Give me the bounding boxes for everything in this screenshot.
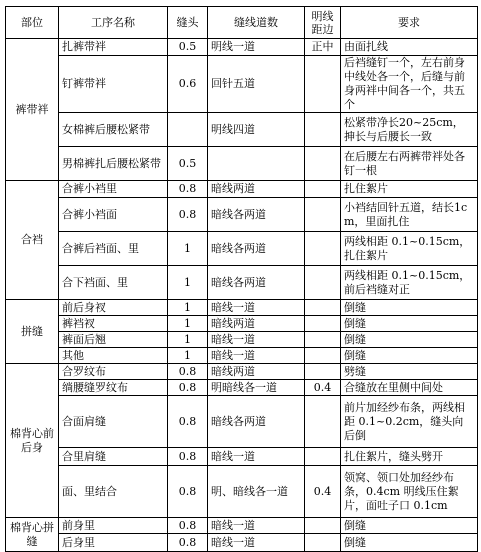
seam-allowance-cell: 1 — [168, 232, 208, 266]
edge-distance-cell — [305, 316, 341, 332]
table-row — [6, 147, 478, 181]
stitch-lines-cell: 暗线各两道 — [208, 232, 305, 266]
stitch-lines-cell: 暗线一道 — [208, 518, 305, 534]
requirement-cell: 倒缝 — [341, 332, 478, 348]
seam-allowance-cell: 0.6 — [168, 56, 208, 113]
seam-allowance-cell — [168, 113, 208, 147]
table-row — [6, 181, 478, 198]
seam-allowance-cell: 0.8 — [168, 364, 208, 380]
stitch-lines-cell: 明、暗线各一道 — [208, 466, 305, 518]
table-row — [6, 56, 478, 113]
stitch-lines-cell: 暗线两道 — [208, 181, 305, 198]
stitch-lines-cell: 回针五道 — [208, 56, 305, 113]
table-row — [6, 534, 478, 552]
requirement-cell: 由面扎线 — [341, 39, 478, 56]
stitch-lines-cell: 明线四道 — [208, 113, 305, 147]
process-cell: 合裤小裆里 — [59, 181, 168, 198]
header-edge-line2: 距边 — [311, 22, 334, 36]
requirement-cell: 前片加经纱布条，两线相距 0.1~0.2cm，缝头向后倒 — [341, 396, 478, 448]
process-cell: 合裤后裆面、里 — [59, 232, 168, 266]
edge-distance-cell — [305, 534, 341, 552]
seam-allowance-cell: 0.5 — [168, 147, 208, 181]
process-cell: 裤裆衩 — [59, 316, 168, 332]
header-stitch: 缝线道数 — [208, 7, 305, 39]
header-process: 工序名称 — [59, 7, 168, 39]
stitch-lines-cell — [208, 147, 305, 181]
edge-distance-cell — [305, 181, 341, 198]
table-row — [6, 518, 478, 534]
seam-allowance-cell: 0.8 — [168, 534, 208, 552]
edge-distance-cell: 0.4 — [305, 466, 341, 518]
part-cell: 裤带袢 — [6, 39, 59, 181]
process-cell: 绱腰缝罗纹布 — [59, 380, 168, 396]
seam-allowance-cell: 1 — [168, 316, 208, 332]
edge-distance-cell — [305, 232, 341, 266]
sewing-spec-table — [5, 6, 478, 552]
requirement-cell: 倒缝 — [341, 348, 478, 364]
stitch-lines-cell: 明线一道 — [208, 39, 305, 56]
table-row — [6, 232, 478, 266]
header-part: 部位 — [6, 7, 59, 39]
stitch-lines-cell: 暗线一道 — [208, 534, 305, 552]
requirement-cell: 两线相距 0.1~0.15cm，前后裆缝对正 — [341, 266, 478, 300]
edge-distance-cell — [305, 448, 341, 466]
stitch-lines-cell: 暗线两道 — [208, 364, 305, 380]
requirement-cell: 两线相距 0.1~0.15cm，扎住絮片 — [341, 232, 478, 266]
seam-allowance-cell: 0.8 — [168, 181, 208, 198]
stitch-lines-cell: 暗线一道 — [208, 448, 305, 466]
process-cell: 裤面后翘 — [59, 332, 168, 348]
edge-distance-cell — [305, 348, 341, 364]
edge-distance-cell — [305, 266, 341, 300]
edge-distance-cell — [305, 56, 341, 113]
process-cell: 合里肩缝 — [59, 448, 168, 466]
part-cell: 合裆 — [6, 181, 59, 300]
edge-distance-cell — [305, 518, 341, 534]
requirement-cell: 后裆缝钉一个，左右前身中线处各一个，后缝与前身两袢中间各一个，共五个 — [341, 56, 478, 113]
table-row — [6, 198, 478, 232]
requirement-cell: 领窝、领口处加经纱布条，0.4cm 明线压住絮片，面吐子口 0.1cm — [341, 466, 478, 518]
process-cell: 前后身衩 — [59, 300, 168, 316]
edge-distance-cell — [305, 113, 341, 147]
table-row — [6, 364, 478, 380]
table-row — [6, 396, 478, 448]
table-row — [6, 266, 478, 300]
requirement-cell: 在后腰左右两裤带袢处各钉一根 — [341, 147, 478, 181]
stitch-lines-cell: 暗线各两道 — [208, 198, 305, 232]
seam-allowance-cell: 0.8 — [168, 396, 208, 448]
header-seam: 缝头 — [168, 7, 208, 39]
requirement-cell: 扎住絮片，缝头劈开 — [341, 448, 478, 466]
stitch-lines-cell: 暗线一道 — [208, 332, 305, 348]
requirement-cell: 松紧带净长20~25cm，抻长与后腰长一致 — [341, 113, 478, 147]
table-row — [6, 300, 478, 316]
table-row — [6, 380, 478, 396]
part-cell: 拼缝 — [6, 300, 59, 364]
process-cell: 合裤小裆面 — [59, 198, 168, 232]
stitch-lines-cell: 明暗线各一道 — [208, 380, 305, 396]
requirement-cell: 倒缝 — [341, 300, 478, 316]
header-edge-line1: 明线 — [311, 9, 334, 23]
seam-allowance-cell: 0.8 — [168, 466, 208, 518]
requirement-cell: 倒缝 — [341, 518, 478, 534]
table-row — [6, 113, 478, 147]
process-cell: 扎裤带袢 — [59, 39, 168, 56]
process-cell: 其他 — [59, 348, 168, 364]
edge-distance-cell — [305, 396, 341, 448]
part-cell: 棉背心拼缝 — [6, 518, 59, 552]
seam-allowance-cell: 0.8 — [168, 198, 208, 232]
seam-allowance-cell: 1 — [168, 332, 208, 348]
requirement-cell: 扎住絮片 — [341, 181, 478, 198]
seam-allowance-cell: 1 — [168, 266, 208, 300]
requirement-cell: 小裆结回针五道，结长1cm，里面扎住 — [341, 198, 478, 232]
requirement-cell: 倒缝 — [341, 534, 478, 552]
table-row — [6, 332, 478, 348]
seam-allowance-cell: 0.8 — [168, 380, 208, 396]
process-cell: 男棉裤扎后腰松紧带 — [59, 147, 168, 181]
table-body — [6, 7, 478, 552]
table-row — [6, 39, 478, 56]
process-cell: 合罗纹布 — [59, 364, 168, 380]
stitch-lines-cell: 暗线各两道 — [208, 396, 305, 448]
table-row — [6, 348, 478, 364]
requirement-cell: 合缝放在里侧中间处 — [341, 380, 478, 396]
stitch-lines-cell: 暗线一道 — [208, 348, 305, 364]
seam-allowance-cell: 1 — [168, 300, 208, 316]
seam-allowance-cell: 1 — [168, 348, 208, 364]
edge-distance-cell — [305, 147, 341, 181]
edge-distance-cell — [305, 332, 341, 348]
process-cell: 前身里 — [59, 518, 168, 534]
header-row — [6, 7, 478, 39]
header-requirement: 要求 — [341, 7, 478, 39]
edge-distance-cell — [305, 364, 341, 380]
process-cell: 钉裤带袢 — [59, 56, 168, 113]
process-cell: 后身里 — [59, 534, 168, 552]
process-cell: 面、里结合 — [59, 466, 168, 518]
process-cell: 女棉裤后腰松紧带 — [59, 113, 168, 147]
stitch-lines-cell: 暗线两道 — [208, 316, 305, 332]
edge-distance-cell — [305, 198, 341, 232]
table-row — [6, 316, 478, 332]
seam-allowance-cell: 0.8 — [168, 518, 208, 534]
stitch-lines-cell: 暗线各两道 — [208, 266, 305, 300]
edge-distance-cell: 0.4 — [305, 380, 341, 396]
seam-allowance-cell: 0.8 — [168, 448, 208, 466]
process-cell: 合面肩缝 — [59, 396, 168, 448]
table-row — [6, 448, 478, 466]
stitch-lines-cell: 暗线一道 — [208, 300, 305, 316]
edge-distance-cell: 正中 — [305, 39, 341, 56]
edge-distance-cell — [305, 300, 341, 316]
table-row — [6, 466, 478, 518]
process-cell: 合下裆面、里 — [59, 266, 168, 300]
requirement-cell: 倒缝 — [341, 316, 478, 332]
seam-allowance-cell: 0.5 — [168, 39, 208, 56]
requirement-cell: 劈缝 — [341, 364, 478, 380]
part-cell: 棉背心前后身 — [6, 364, 59, 518]
header-edge-distance — [305, 7, 341, 39]
